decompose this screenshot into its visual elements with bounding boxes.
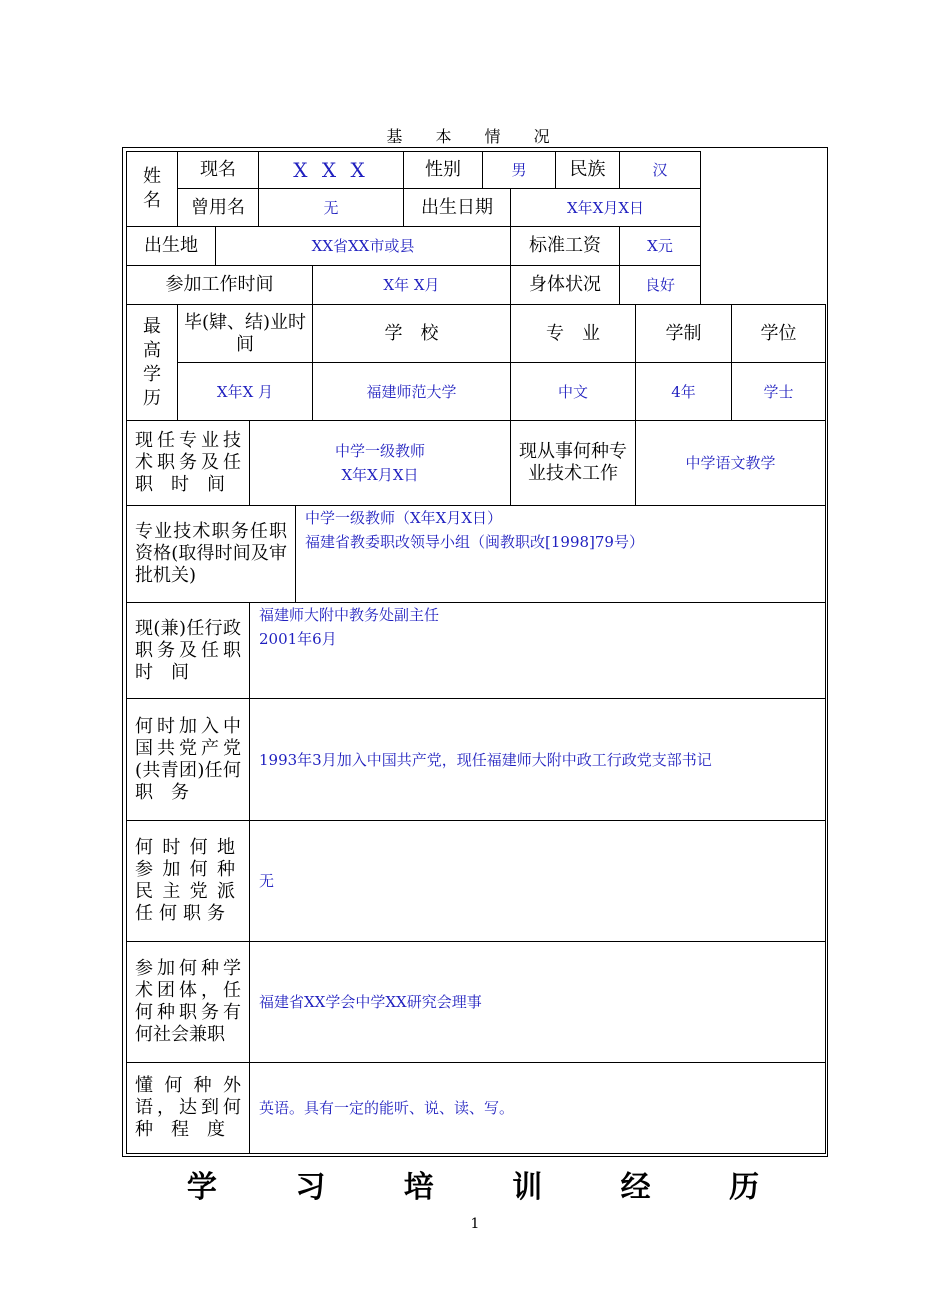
academic-value: 福建省XX学会中学XX研究会理事 xyxy=(249,941,826,1063)
current-title-label: 现任专业技术职务及任职 时 间 xyxy=(126,420,250,506)
major-label: 专 业 xyxy=(510,304,636,363)
birthplace-value: XX省XX市或县 xyxy=(215,226,511,266)
birth-date-value: X年X月X日 xyxy=(510,188,701,227)
work-start-value: X年 X月 xyxy=(312,265,511,305)
ethnicity-label: 民族 xyxy=(555,151,620,189)
admin-post-value xyxy=(249,602,826,699)
gender-label: 性别 xyxy=(403,151,483,189)
current-work-label: 现从事何种专业技术工作 xyxy=(510,420,636,506)
name-label xyxy=(126,151,178,227)
standard-salary-label: 标准工资 xyxy=(510,226,620,266)
degree-value: 学士 xyxy=(731,362,826,421)
duration-value: 4年 xyxy=(635,362,732,421)
language-value: 英语。具有一定的能听、说、读、写。 xyxy=(249,1062,826,1154)
current-title-value xyxy=(249,420,511,506)
highest-edu-label-text: 最高学历 xyxy=(143,315,161,409)
language-label: 懂何种外语，达到何种 程 度 xyxy=(126,1062,250,1154)
page-title: 基 本 情 况 xyxy=(386,127,564,146)
health-value: 良好 xyxy=(619,265,701,305)
current-name-label: 现名 xyxy=(177,151,259,189)
democratic-party-value: 无 xyxy=(249,820,826,942)
basic-info-table xyxy=(122,147,828,1157)
section-heading: 学 习 培 训 经 历 xyxy=(186,1170,794,1205)
former-name-value: 无 xyxy=(258,188,404,227)
degree-label: 学位 xyxy=(731,304,826,363)
work-start-label: 参加工作时间 xyxy=(126,265,313,305)
admin-post-label: 现(兼)任行政职务及任职 时 间 xyxy=(126,602,250,699)
gender-value: 男 xyxy=(482,151,556,189)
duration-label: 学制 xyxy=(635,304,732,363)
democratic-party-label: 何时何地参加何种民主党派任何职务 xyxy=(126,820,250,942)
current-name-value: X X X xyxy=(258,151,404,189)
major-value: 中文 xyxy=(510,362,636,421)
qualification-value-line2: 福建省教委职改领导小组（闽教职改[1998]79号） xyxy=(305,533,644,551)
party-value: 1993年3月加入中国共产党，现任福建师大附中政工行政党支部书记 xyxy=(249,698,826,821)
school-value: 福建师范大学 xyxy=(312,362,511,421)
academic-label: 参加何种学术团体，任何种职务有何社会兼职 xyxy=(126,941,250,1063)
current-work-value: 中学语文教学 xyxy=(635,420,826,506)
name-label-text: 姓名 xyxy=(143,166,161,211)
admin-post-value-line2: 2001年6月 xyxy=(259,630,337,648)
qualification-value-line1: 中学一级教师（X年X月X日） xyxy=(305,509,503,527)
highest-edu-label xyxy=(126,304,178,421)
current-title-value-line2: X年X月X日 xyxy=(341,466,419,484)
grad-time-label: 毕(肄、结)业时 间 xyxy=(177,304,313,363)
ethnicity-value: 汉 xyxy=(619,151,701,189)
current-title-value-line1: 中学一级教师 xyxy=(334,442,425,460)
former-name-label: 曾用名 xyxy=(177,188,259,227)
grad-time-value: X年X 月 xyxy=(177,362,313,421)
health-label: 身体状况 xyxy=(510,265,620,305)
party-label: 何时加入中国共党产党(共青团)任何 职 务 xyxy=(126,698,250,821)
admin-post-value-line1: 福建师大附中教务处副主任 xyxy=(259,606,440,624)
qualification-label: 专业技术职务任职资格(取得时间及审批机关) xyxy=(126,505,296,603)
page-number: 1 xyxy=(470,1216,480,1232)
qualification-value xyxy=(295,505,826,603)
school-label: 学 校 xyxy=(312,304,511,363)
birth-date-label: 出生日期 xyxy=(403,188,511,227)
birthplace-label: 出生地 xyxy=(126,226,216,266)
standard-salary-value: X元 xyxy=(619,226,701,266)
